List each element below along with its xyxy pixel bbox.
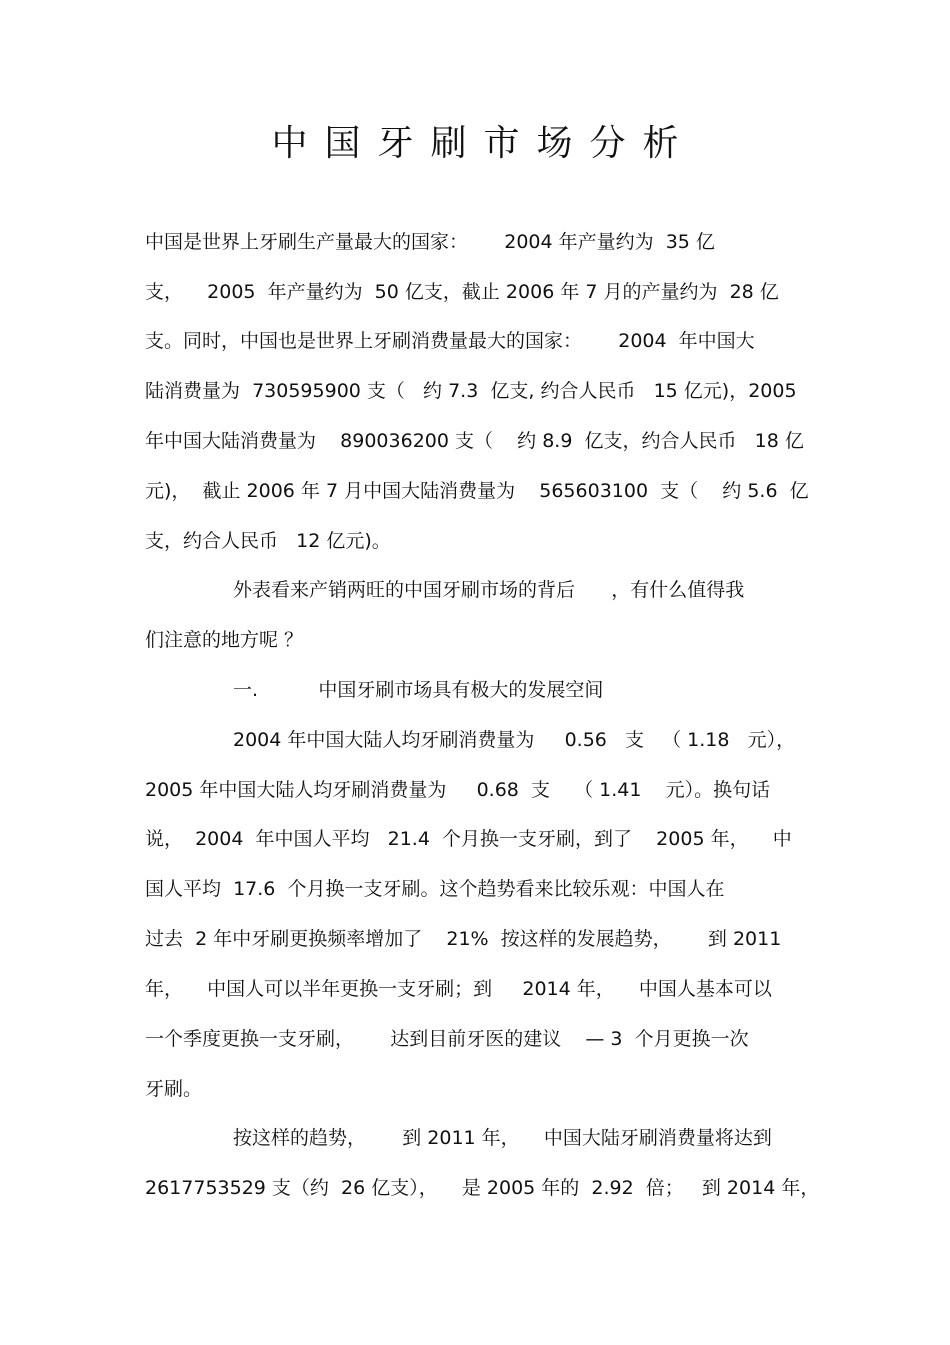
body-text-line: 2005 年中国大陆人均牙刷消费量为 0.68 支 （ 1.41 元）。换句话: [145, 779, 771, 801]
body-text-line: 支。同时，中国也是世界上牙刷消费量最大的国家： 2004 年中国大: [145, 330, 755, 352]
body-text-line: 元)， 截止 2006 年 7 月中国大陆消费量为 565603100 支（ 约 5.6 亿: [145, 480, 809, 502]
body-text-line: 陆消费量为 730595900 支（ 约 7.3 亿支, 约合人民币 15 亿元)，2005: [145, 380, 797, 402]
body-text-line: 年， 中国人可以半年更换一支牙刷；到 2014 年， 中国人基本可以: [145, 978, 772, 1000]
document-title: 中国牙刷市场分析: [271, 123, 696, 164]
body-text-line: 支， 2005 年产量约为 50 亿支，截止 2006 年 7 月的产量约为 28 亿: [145, 281, 779, 303]
body-text-line: 一个季度更换一支牙刷， 达到目前牙医的建议 — 3 个月更换一次: [145, 1028, 749, 1050]
body-text-line: 国人平均 17.6 个月换一支牙刷。这个趋势看来比较乐观：中国人在: [145, 878, 725, 900]
body-text-line: 2617753529 支（约 26 亿支）， 是 2005 年的 2.92 倍； 到 2014 年，: [145, 1177, 820, 1199]
body-text-line: 们注意的地方呢 ？: [145, 629, 304, 651]
body-text-line: 支，约合人民币 12 亿元)。: [145, 530, 391, 552]
body-text-line: 说， 2004 年中国人平均 21.4 个月换一支牙刷，到了 2005 年， 中: [145, 828, 792, 850]
body-text-line: 按这样的趋势， 到 2011 年， 中国大陆牙刷消费量将达到: [233, 1127, 772, 1149]
body-text-line: 牙刷。: [145, 1078, 203, 1100]
body-text-line: 外表看来产销两旺的中国牙刷市场的背后 ，有什么值得我: [233, 579, 745, 601]
body-text-line: 2004 年中国大陆人均牙刷消费量为 0.56 支 （ 1.18 元），: [233, 729, 796, 751]
body-text-line: 年中国大陆消费量为 890036200 支（ 约 8.9 亿支，约合人民币 18 亿: [145, 430, 804, 452]
body-text-line: 一. 中国牙刷市场具有极大的发展空间: [233, 679, 604, 701]
body-text-line: 过去 2 年中牙刷更换频率增加了 21% 按这样的发展趋势， 到 2011: [145, 928, 782, 950]
body-text-line: 中国是世界上牙刷生产量最大的国家： 2004 年产量约为 35 亿: [145, 231, 715, 253]
